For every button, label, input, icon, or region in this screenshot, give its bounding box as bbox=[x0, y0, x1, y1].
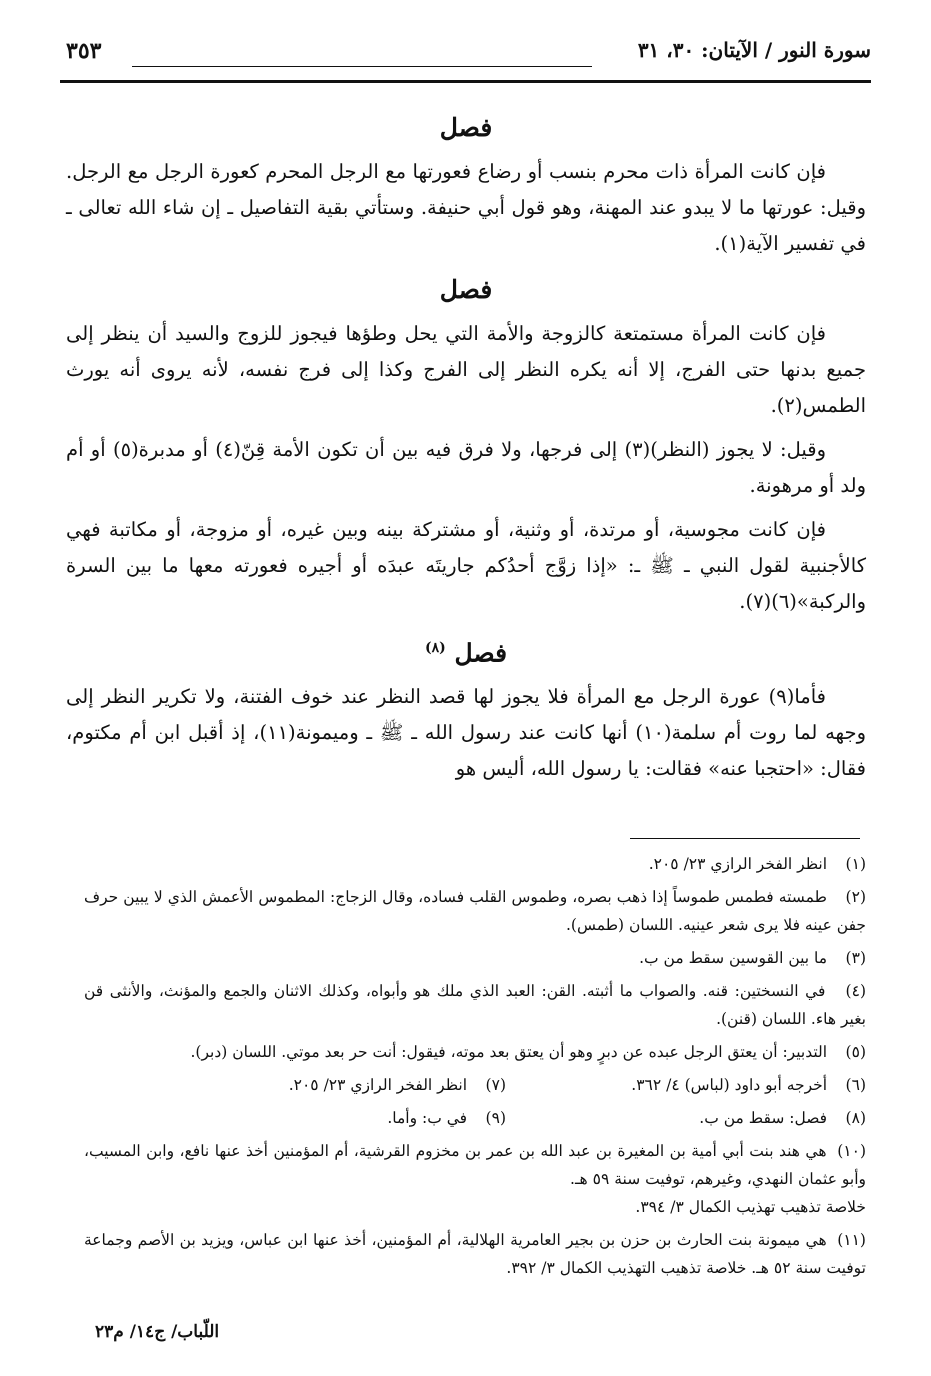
section-heading-text: فصل bbox=[454, 638, 508, 668]
footnote bbox=[506, 1071, 866, 1099]
paragraph: فإن كانت المرأة ذات محرم بنسب أو رضاع فعورتها مع الرجل المحرم كعورة الرجل مع الرجل. وقيل: عورتها ما لا يبدو عند المهنة، وهو قول أبي حنيفة. وستأتي بقية التفاصيل ـ إن شاء الله تعالى ـ في تفسير الآية(١). bbox=[66, 160, 866, 255]
paragraph: وقيل: لا يجوز (النظر)(٣) إلى فرجها، ولا فرق فيه بين أن تكون الأمة قِنّ(٤) أو مدبرة(٥) أو أم ولد أو مرهونة. bbox=[66, 438, 866, 497]
footnote-number: (٥) bbox=[845, 1043, 866, 1061]
paragraph: فإن كانت مجوسية، أو مرتدة، أو وثنية، أو مشتركة بينه وبين غيره، أو مزوجة، أو مكاتبة فهي كالأجنبية لقول النبي ـ ﷺ ـ: «إذا زوَّج أحدُكم جاريتَه عبدَه أو أجيره فعورته معها ما بين السرة والركبة»(٦)(٧). bbox=[66, 518, 866, 613]
footnotes bbox=[84, 850, 866, 1287]
footnote-number: (٩) bbox=[485, 1109, 506, 1127]
footnote-number: (٨) bbox=[845, 1109, 866, 1127]
footnote bbox=[387, 1104, 506, 1132]
footnote-number: (١٠) bbox=[837, 1142, 866, 1160]
footnote bbox=[289, 1071, 506, 1099]
footnote-number: (٦) bbox=[845, 1076, 866, 1094]
footnote-text: هي ميمونة بنت الحارث بن حزن بن بجير العامرية الهلالية، أم المؤمنين، أخذ عنها ابن عباس، ويزيد بن الأصم وجماعة توفيت سنة ٥٢ هـ. خلاصة تذهيب التهذيب الكمال ٣/ ٣٩٢. bbox=[84, 1231, 866, 1277]
printer-signature: اللّباب/ ج١٤/ م٢٣ bbox=[95, 1322, 220, 1342]
footnote-number: (٣) bbox=[845, 949, 866, 967]
footnote-pair bbox=[84, 1071, 866, 1099]
footnote bbox=[84, 977, 866, 1033]
section-heading-text: فصل bbox=[439, 113, 493, 142]
section-heading bbox=[66, 270, 866, 310]
footnote-text: في ب: وأما. bbox=[387, 1109, 468, 1127]
footnote bbox=[506, 1104, 866, 1132]
main-text bbox=[66, 108, 866, 795]
footnote bbox=[84, 944, 866, 972]
footnote-number: (٧) bbox=[485, 1076, 506, 1094]
footnote-number: (١١) bbox=[837, 1231, 866, 1249]
footnote-text: فصل: سقط من ب. bbox=[699, 1109, 828, 1127]
footnote bbox=[84, 1226, 866, 1282]
footnote-number: (٢) bbox=[845, 888, 866, 906]
section-heading bbox=[66, 628, 866, 673]
page-number: ٣٥٣ bbox=[66, 38, 102, 64]
footnote-pair bbox=[84, 1104, 866, 1132]
footnote-number: (٤) bbox=[845, 982, 866, 1000]
running-header-sura: سورة النور / الآيتان: ٣٠، ٣١ bbox=[637, 38, 871, 62]
paragraph: فأما(٩) عورة الرجل مع المرأة فلا يجوز لها قصد النظر عند خوف الفتنة، ولا تكرير النظر إلى وجهه لما روت أم سلمة(١٠) أنها كانت عند رسول الله ـ ﷺ ـ وميمونة(١١)، إذ أقبل ابن أم مكتوم، فقال: «احتجبا عنه» فقالت: يا رسول الله، أليس هو bbox=[66, 685, 866, 781]
footnote-text: انظر الفخر الرازي ٢٣/ ٢٠٥. bbox=[648, 855, 828, 873]
footnote bbox=[84, 883, 866, 939]
footnote bbox=[84, 850, 866, 878]
header-underline bbox=[132, 66, 592, 67]
footnote-text: التدبير: أن يعتق الرجل عبده عن دبرٍ وهو أن يعتق بعد موته، فيقول: أنت حر بعد موتي. اللسان (دبر). bbox=[190, 1043, 828, 1061]
footnote bbox=[84, 1038, 866, 1066]
footnote bbox=[84, 1137, 866, 1221]
footnote-reference: (٨) bbox=[424, 640, 446, 656]
section-heading-text: فصل bbox=[439, 275, 493, 304]
footnote-number: (١) bbox=[845, 855, 866, 873]
footnote-text: هي هند بنت أبي أمية بن المغيرة بن عبد الله بن عمر بن مخزوم القرشية، أم المؤمنين أخذ عنها نافع، وابن المسيب، وأبو عثمان النهدي، وغيرهم، توفيت سنة ٥٩ هـ. bbox=[84, 1142, 866, 1188]
paragraph: فإن كانت المرأة مستمتعة كالزوجة والأمة التي يحل وطؤها فيجوز للزوج والسيد أن ينظر إلى جميع بدنها حتى الفرج، إلا أنه يكره النظر إلى الفرج وكذا إلى فرج نفسه، لأنه يروى أنه يورث الطمس(٢). bbox=[66, 322, 866, 417]
footnote-text: في النسختين: قنه. والصواب ما أثبته. القن: العبد الذي ملك هو وأبواه، وكذلك الاثنان والجمع والمؤنث، والأنثى قن بغير هاء. اللسان (قنن). bbox=[84, 982, 866, 1028]
footnote-separator bbox=[630, 838, 860, 839]
header-rule bbox=[60, 80, 871, 83]
footnote-text: ما بين القوسين سقط من ب. bbox=[639, 949, 828, 967]
footnote-text: انظر الفخر الرازي ٢٣/ ٢٠٥. bbox=[288, 1076, 468, 1094]
footnote-text: أخرجه أبو داود (لباس) ٤/ ٣٦٢. bbox=[631, 1076, 828, 1094]
section-heading bbox=[66, 108, 866, 148]
footnote-text: طمسته فطمس طموساً إذا ذهب بصره، وطموس القلب فساده، وقال الزجاج: المطموس الأعمش الذي لا يبين حرف جفن عينه فلا يرى شعر عينيه. اللسان (طمس). bbox=[84, 888, 866, 934]
footnote-source: خلاصة تذهيب تهذيب الكمال ٣/ ٣٩٤. bbox=[635, 1198, 866, 1216]
